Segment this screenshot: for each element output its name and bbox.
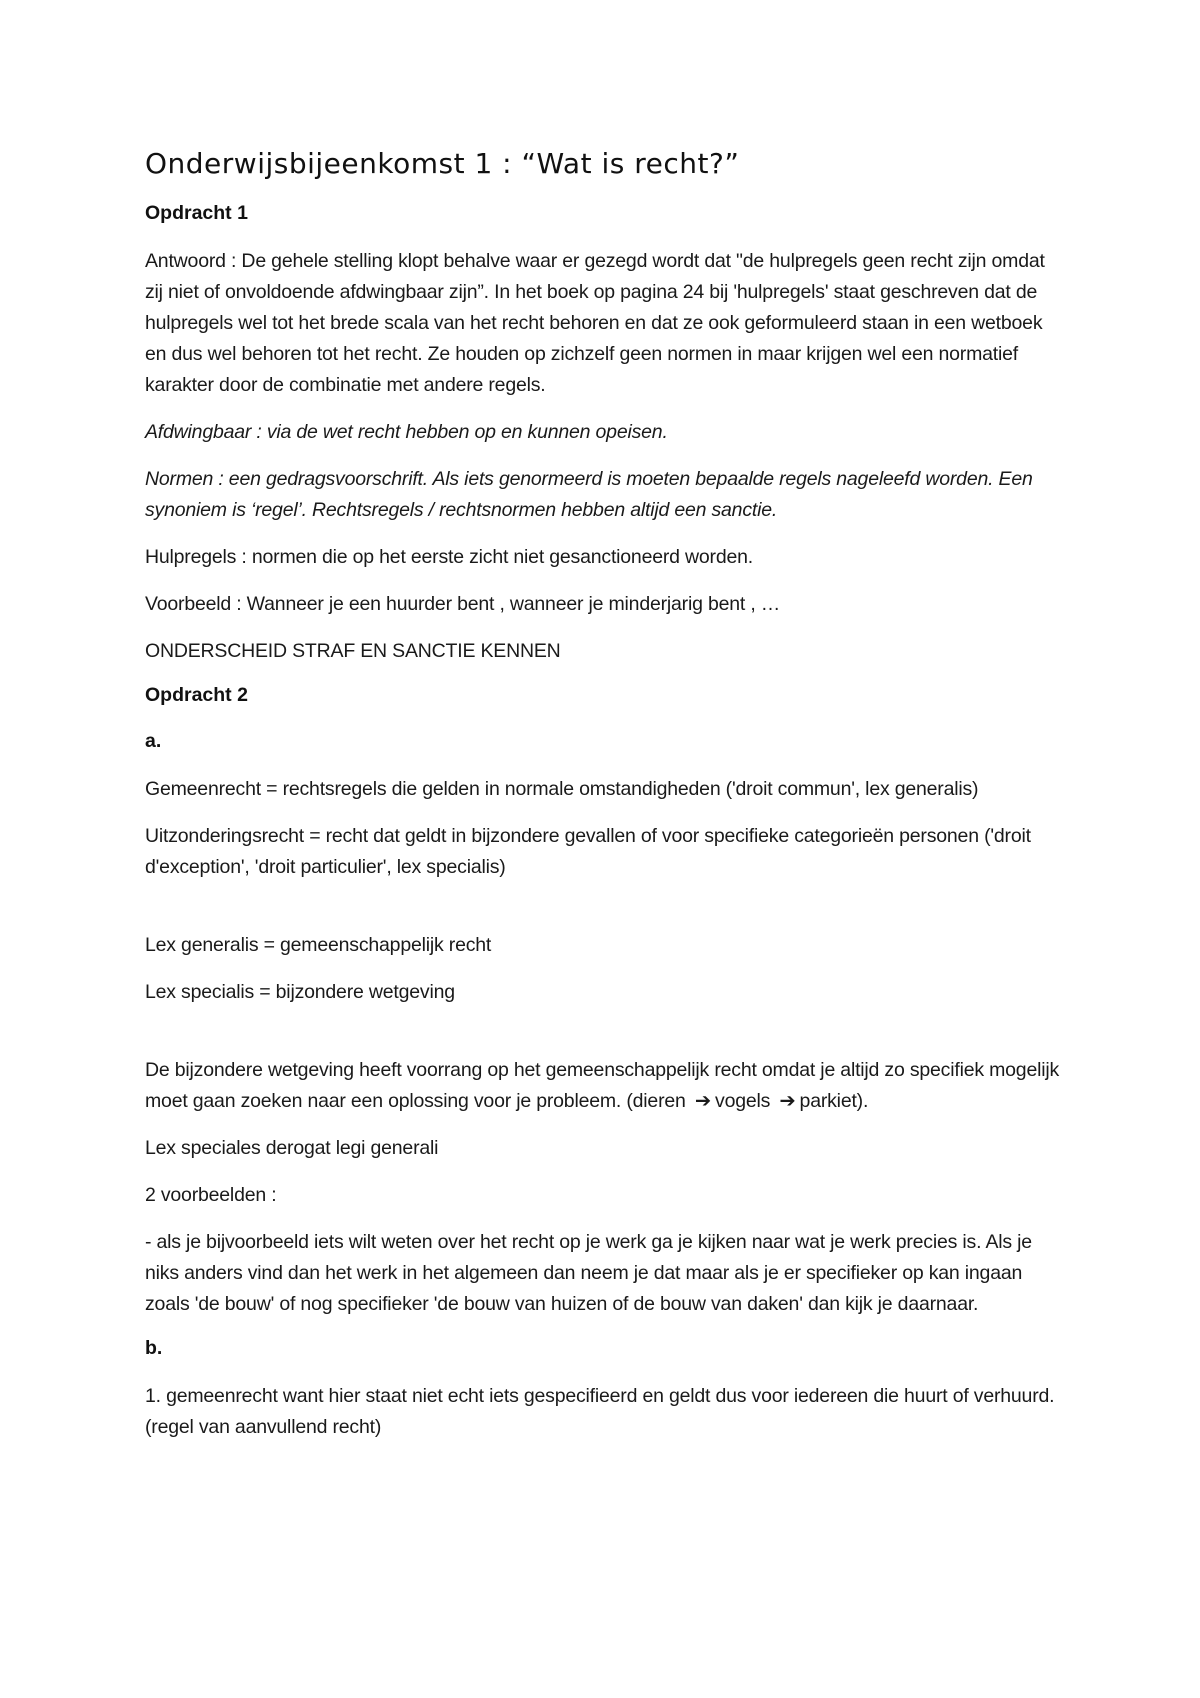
gemeenrecht-definition: Gemeenrecht = rechtsregels die gelden in normale omstandigheden ('droit commun', lex generalis): [145, 778, 979, 801]
part-b-label: b.: [145, 1337, 163, 1360]
antwoord-paragraph: Antwoord : De gehele stelling klopt behalve waar er gezegd wordt dat "de hulpregels geen recht zijn omdat zij niet of onvoldoende afdwingbaar zijn”. In het boek op pagina 24 bij 'hulpregels' staat geschreven dat de hulpregels wel tot het brede scala van het recht behoren en dat ze ook geformuleerd staan in een wetboek en dus wel behoren tot het recht. Ze houden op zichzelf geen normen in maar krijgen wel een normatief karakter door de combinatie met andere regels.: [145, 250, 1045, 397]
onderscheid-note: ONDERSCHEID STRAF EN SANCTIE KENNEN: [145, 640, 561, 663]
voorbeelden-label: 2 voorbeelden :: [145, 1184, 277, 1207]
b1-paragraph: 1. gemeenrecht want hier staat niet echt iets gespecifieerd en geldt dus voor iedereen die huurt of verhuurd. (regel van aanvullend recht): [145, 1385, 1055, 1439]
voorbeeld-werk-paragraph: - als je bijvoorbeeld iets wilt weten over het recht op je werk ga je kijken naar wat je werk precies is. Als je niks anders vind dan het werk in het algemeen dan neem je dat maar als je er specifieker op kan ingaan zoals 'de bouw' of nog specifieker 'de bouw van huizen of de bouw van daken' dan kijk je daarnaar.: [145, 1231, 1032, 1316]
blank-line: [145, 899, 1065, 930]
blank-line: [145, 1024, 1065, 1055]
normen-definition: Normen : een gedragsvoorschrift. Als iets genormeerd is moeten bepaalde regels nageleefd worden. Een synoniem is ‘regel’. Rechtsregels / rechtsnormen hebben altijd een sanctie.: [145, 468, 1033, 522]
voorbeeld-paragraph: Voorbeeld : Wanneer je een huurder bent , wanneer je minderjarig bent , …: [145, 593, 781, 616]
opdracht-2-heading: Opdracht 2: [145, 684, 248, 707]
voorrang-paragraph: [145, 1055, 1065, 1117]
document-title: Onderwijsbijeenkomst 1 : “Wat is recht?”: [145, 147, 740, 180]
lex-specialis-definition: Lex specialis = bijzondere wetgeving: [145, 981, 455, 1004]
arrow-right-icon: ➔: [694, 1090, 712, 1113]
arrow-right-icon: ➔: [779, 1090, 796, 1113]
afdwingbaar-definition: Afdwingbaar : via de wet recht hebben op en kunnen opeisen.: [145, 421, 668, 444]
part-a-label: a.: [145, 729, 162, 752]
voorrang-vogels: vogels: [715, 1090, 771, 1113]
opdracht-1-heading: Opdracht 1: [145, 202, 248, 224]
voorrang-text: De bijzondere wetgeving heeft voorrang op het gemeenschappelijk recht omdat je altijd zo specifiek mogelijk moet gaan zoeken naar een oplossing voor je probleem. (dieren: [145, 1059, 1060, 1113]
voorrang-parkiet: parkiet).: [799, 1090, 869, 1113]
lex-generalis-definition: Lex generalis = gemeenschappelijk recht: [145, 934, 492, 957]
uitzonderingsrecht-definition: Uitzonderingsrecht = recht dat geldt in bijzondere gevallen of voor specifieke categorieën personen ('droit d'exception', 'droit particulier', lex specialis): [145, 825, 1031, 879]
derogat-maxim: Lex speciales derogat legi generali: [145, 1137, 439, 1160]
hulpregels-definition: Hulpregels : normen die op het eerste zicht niet gesanctioneerd worden.: [145, 546, 754, 569]
document-content: [145, 146, 1065, 1459]
